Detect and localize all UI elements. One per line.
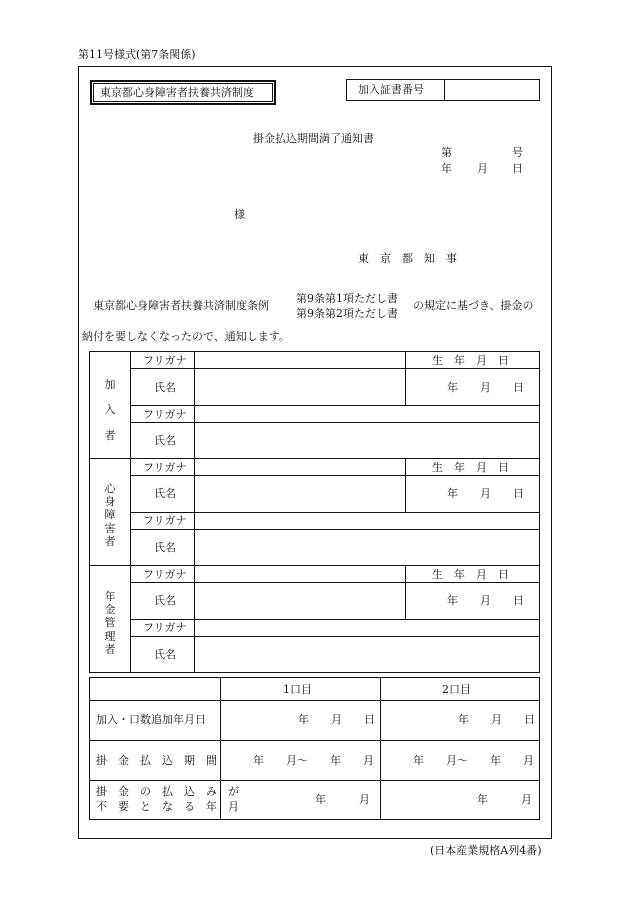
payment-period-1: 年 月〜 年 月 bbox=[253, 754, 374, 767]
name-label: 氏名 bbox=[154, 434, 176, 447]
footer-standard: (日本産業規格A列4番) bbox=[430, 844, 542, 857]
row-label-join-date: 加入・口数追加年月日 bbox=[96, 713, 206, 726]
addressee-sama: 様 bbox=[234, 208, 245, 221]
group-label-pension-manager: 年 金 管 理 者 bbox=[104, 590, 116, 656]
birthdate-header: 生 年 月 日 bbox=[432, 568, 509, 581]
body-prefix: 東京都心身障害者扶養共済制度条例 bbox=[93, 299, 269, 312]
row-label-no-payment-line2: 不 要 と な る 年 月 bbox=[96, 800, 239, 813]
name-label: 氏名 bbox=[154, 594, 176, 607]
date-year: 年 bbox=[441, 162, 452, 175]
furigana-label: フリガナ bbox=[143, 408, 187, 421]
doc-no-go: 号 bbox=[512, 146, 523, 159]
birthdate-value: 年 月 日 bbox=[447, 487, 524, 500]
manager-name-input[interactable] bbox=[196, 584, 404, 618]
doc-no-dai: 第 bbox=[441, 146, 452, 159]
name-label: 氏名 bbox=[154, 381, 176, 394]
cert-number-field[interactable] bbox=[446, 80, 538, 100]
name-label: 氏名 bbox=[154, 541, 176, 554]
system-name: 東京都心身障害者扶養共済制度 bbox=[100, 86, 254, 99]
name-label: 氏名 bbox=[154, 487, 176, 500]
body-line-2: 納付を要しなくなったので、通知します。 bbox=[82, 330, 290, 343]
body-clause-2: 第9条第2項ただし書 bbox=[296, 307, 398, 320]
birthdate-header: 生 年 月 日 bbox=[432, 354, 509, 367]
row-label-payment-period: 掛 金 払 込 期 間 bbox=[96, 754, 217, 767]
furigana-label: フリガナ bbox=[143, 621, 187, 634]
furigana-label: フリガナ bbox=[143, 354, 187, 367]
cert-number-label: 加入証書番号 bbox=[358, 83, 424, 96]
issuer: 東 京 都 知 事 bbox=[358, 252, 457, 265]
no-payment-2: 年 月 bbox=[477, 793, 532, 806]
subscriber-furigana-input[interactable] bbox=[196, 352, 404, 367]
no-payment-1: 年 月 bbox=[315, 793, 370, 806]
subscriber-name-input[interactable] bbox=[196, 370, 404, 404]
group-label-subscriber: 加 入 者 bbox=[104, 378, 116, 442]
furigana-label: フリガナ bbox=[143, 568, 187, 581]
name-label: 氏名 bbox=[154, 648, 176, 661]
furigana-label: フリガナ bbox=[143, 461, 187, 474]
furigana-label: フリガナ bbox=[143, 514, 187, 527]
subscriber2-name-input[interactable] bbox=[196, 424, 538, 457]
col-header-1: 1口目 bbox=[283, 683, 312, 696]
col-header-2: 2口目 bbox=[442, 683, 471, 696]
date-day: 日 bbox=[512, 162, 523, 175]
body-suffix: の規定に基づき、掛金の bbox=[413, 299, 534, 312]
row-label-no-payment-line1: 掛 金 の 払 込 み が bbox=[96, 785, 239, 798]
birthdate-value: 年 月 日 bbox=[447, 594, 524, 607]
birthdate-header: 生 年 月 日 bbox=[432, 461, 509, 474]
disabled-name-input[interactable] bbox=[196, 477, 404, 511]
join-date-2: 年 月 日 bbox=[458, 713, 535, 726]
join-date-1: 年 月 日 bbox=[298, 713, 375, 726]
group-label-disabled-person: 心 身 障 害 者 bbox=[104, 482, 116, 548]
date-month: 月 bbox=[477, 162, 488, 175]
form-number-label: 第11号様式(第7条関係) bbox=[78, 48, 196, 61]
body-clause-1: 第9条第1項ただし書 bbox=[296, 292, 398, 305]
birthdate-value: 年 月 日 bbox=[447, 381, 524, 394]
payment-period-2: 年 月〜 年 月 bbox=[413, 754, 534, 767]
document-title: 掛金払込期間満了通知書 bbox=[253, 132, 374, 145]
